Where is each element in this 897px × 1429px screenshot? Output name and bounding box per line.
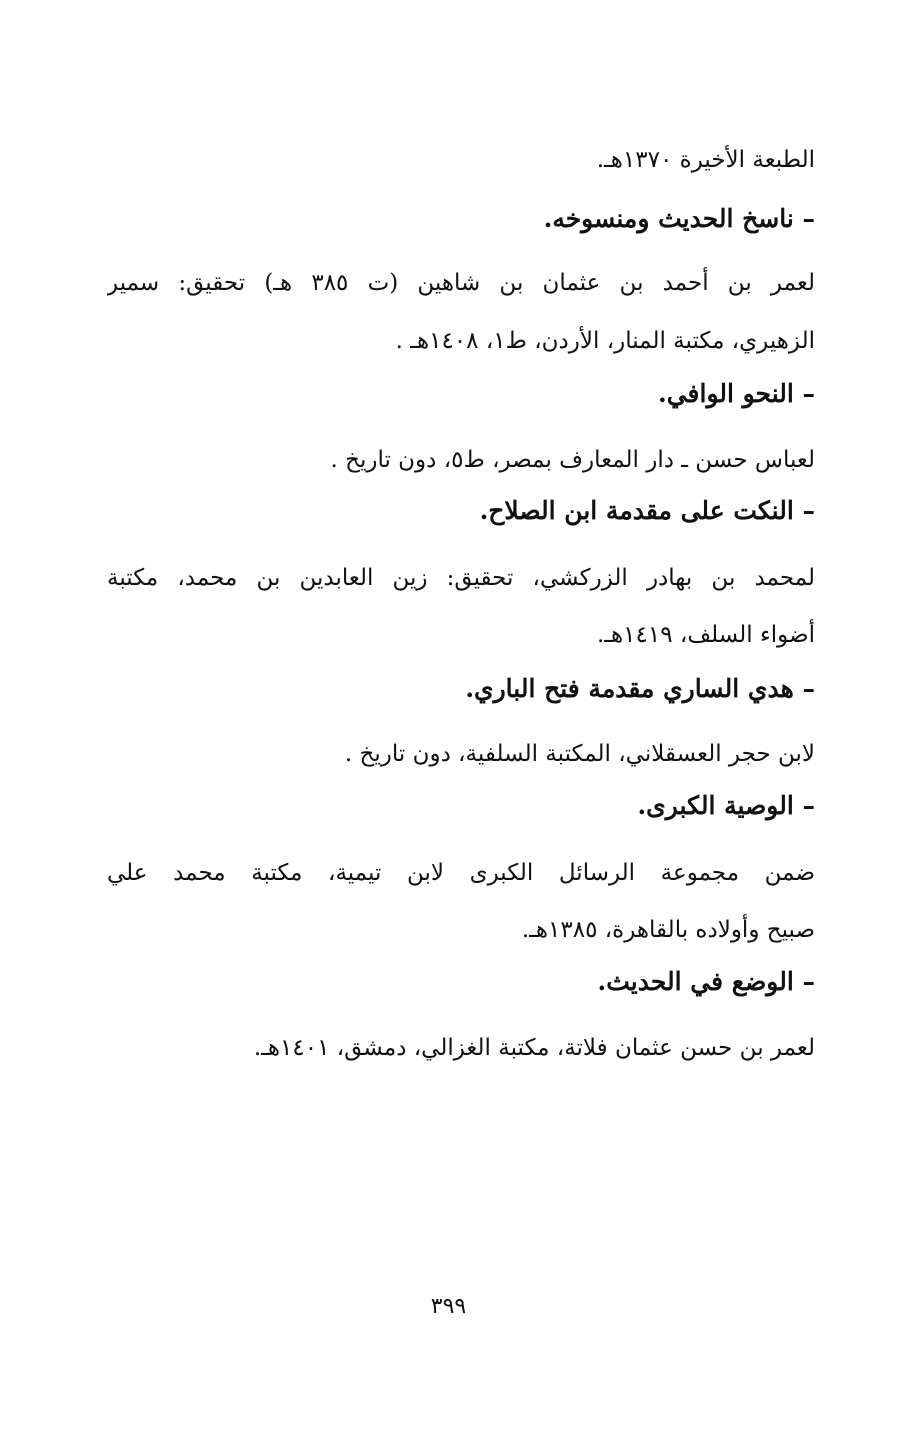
entry-heading: – الوصية الكبرى. xyxy=(637,791,815,820)
entry-heading: – النحو الوافي. xyxy=(658,379,815,408)
entry-heading: – الوضع في الحديث. xyxy=(597,967,815,996)
entry-text-line: الطبعة الأخيرة ١٣٧٠هـ. xyxy=(596,147,815,173)
entry-text-line: صبيح وأولاده بالقاهرة، ١٣٨٥هـ. xyxy=(521,917,815,943)
entry-text-line: أضواء السلف، ١٤١٩هـ. xyxy=(596,622,815,648)
entry-text-line: لعمر بن أحمد بن عثمان بن شاهين (ت ٣٨٥ هـ) تحقيق: سمير xyxy=(107,270,815,296)
entry-text-line: الزهيري، مكتبة المنار، الأردن، ط١، ١٤٠٨هـ . xyxy=(395,328,815,354)
entry-text-line: لعمر بن حسن عثمان فلاتة، مكتبة الغزالي، دمشق، ١٤٠١هـ. xyxy=(253,1035,815,1061)
entry-heading: – النكت على مقدمة ابن الصلاح. xyxy=(479,496,815,525)
entry-heading: – هدي الساري مقدمة فتح الباري. xyxy=(465,674,815,703)
page-number: ٣٩٩ xyxy=(430,1294,467,1319)
entry-text-line: لمحمد بن بهادر الزركشي، تحقيق: زين العابدين بن محمد، مكتبة xyxy=(107,565,815,591)
entry-text-line: ضمن مجموعة الرسائل الكبرى لابن تيمية، مكتبة محمد علي xyxy=(107,860,815,886)
entry-text-line: لابن حجر العسقلاني، المكتبة السلفية، دون تاريخ . xyxy=(344,741,815,767)
entry-heading: – ناسخ الحديث ومنسوخه. xyxy=(543,204,815,233)
entry-text-line: لعباس حسن ـ دار المعارف بمصر، ط٥، دون تاريخ . xyxy=(330,447,815,473)
